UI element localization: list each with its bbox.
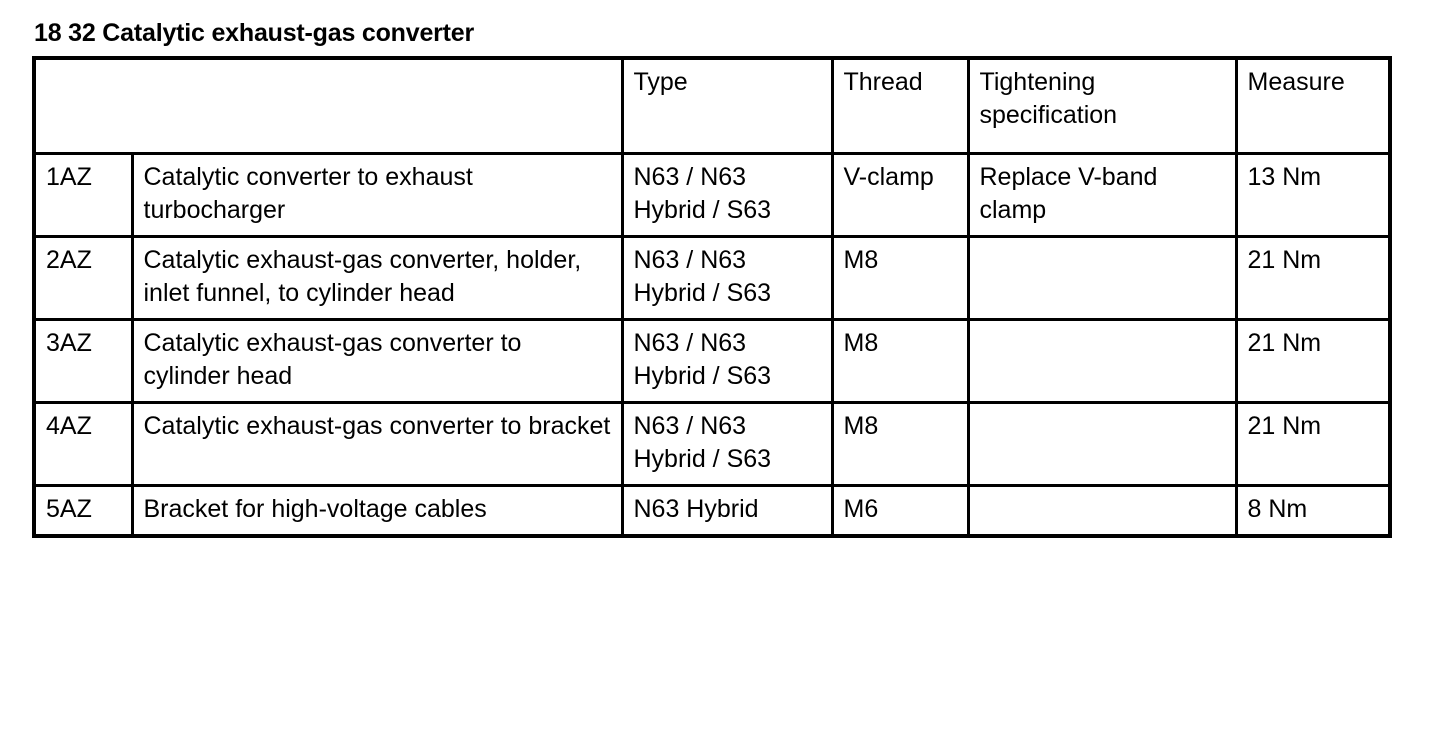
row-id: 1AZ xyxy=(34,154,132,237)
row-type: N63 / N63 Hybrid / S63 xyxy=(622,403,832,486)
row-description: Bracket for high-voltage cables xyxy=(132,486,622,537)
row-id: 5AZ xyxy=(34,486,132,537)
page-title: 18 32 Catalytic exhaust-gas converter xyxy=(34,19,475,47)
column-header-measure: Measure xyxy=(1236,58,1390,154)
table-row xyxy=(34,403,1390,486)
row-tightening-specification: Replace V-band clamp xyxy=(968,154,1236,237)
row-id: 3AZ xyxy=(34,320,132,403)
column-header-blank xyxy=(34,58,622,154)
row-type: N63 Hybrid xyxy=(622,486,832,537)
row-tightening-specification xyxy=(968,486,1236,537)
row-thread: M8 xyxy=(832,403,968,486)
row-description: Catalytic exhaust-gas converter to cylinder head xyxy=(132,320,622,403)
column-header-thread: Thread xyxy=(832,58,968,154)
row-thread: M6 xyxy=(832,486,968,537)
torque-specification-table xyxy=(32,56,1392,538)
table-body xyxy=(34,154,1390,537)
row-measure: 21 Nm xyxy=(1236,320,1390,403)
row-type: N63 / N63 Hybrid / S63 xyxy=(622,237,832,320)
row-description: Catalytic exhaust-gas converter to bracket xyxy=(132,403,622,486)
table-header-row xyxy=(34,58,1390,154)
row-tightening-specification xyxy=(968,403,1236,486)
column-header-tightening-specification: Tightening specification xyxy=(968,58,1236,154)
row-description: Catalytic exhaust-gas converter, holder, inlet funnel, to cylinder head xyxy=(132,237,622,320)
table-row xyxy=(34,486,1390,537)
row-measure: 8 Nm xyxy=(1236,486,1390,537)
table-row xyxy=(34,237,1390,320)
table-row xyxy=(34,154,1390,237)
row-description: Catalytic converter to exhaust turbocharger xyxy=(132,154,622,237)
row-type: N63 / N63 Hybrid / S63 xyxy=(622,320,832,403)
row-thread: M8 xyxy=(832,237,968,320)
row-measure: 13 Nm xyxy=(1236,154,1390,237)
row-thread: V-clamp xyxy=(832,154,968,237)
column-header-type: Type xyxy=(622,58,832,154)
row-id: 2AZ xyxy=(34,237,132,320)
row-thread: M8 xyxy=(832,320,968,403)
row-measure: 21 Nm xyxy=(1236,237,1390,320)
row-id: 4AZ xyxy=(34,403,132,486)
row-measure: 21 Nm xyxy=(1236,403,1390,486)
row-tightening-specification xyxy=(968,320,1236,403)
row-tightening-specification xyxy=(968,237,1236,320)
table-row xyxy=(34,320,1390,403)
row-type: N63 / N63 Hybrid / S63 xyxy=(622,154,832,237)
